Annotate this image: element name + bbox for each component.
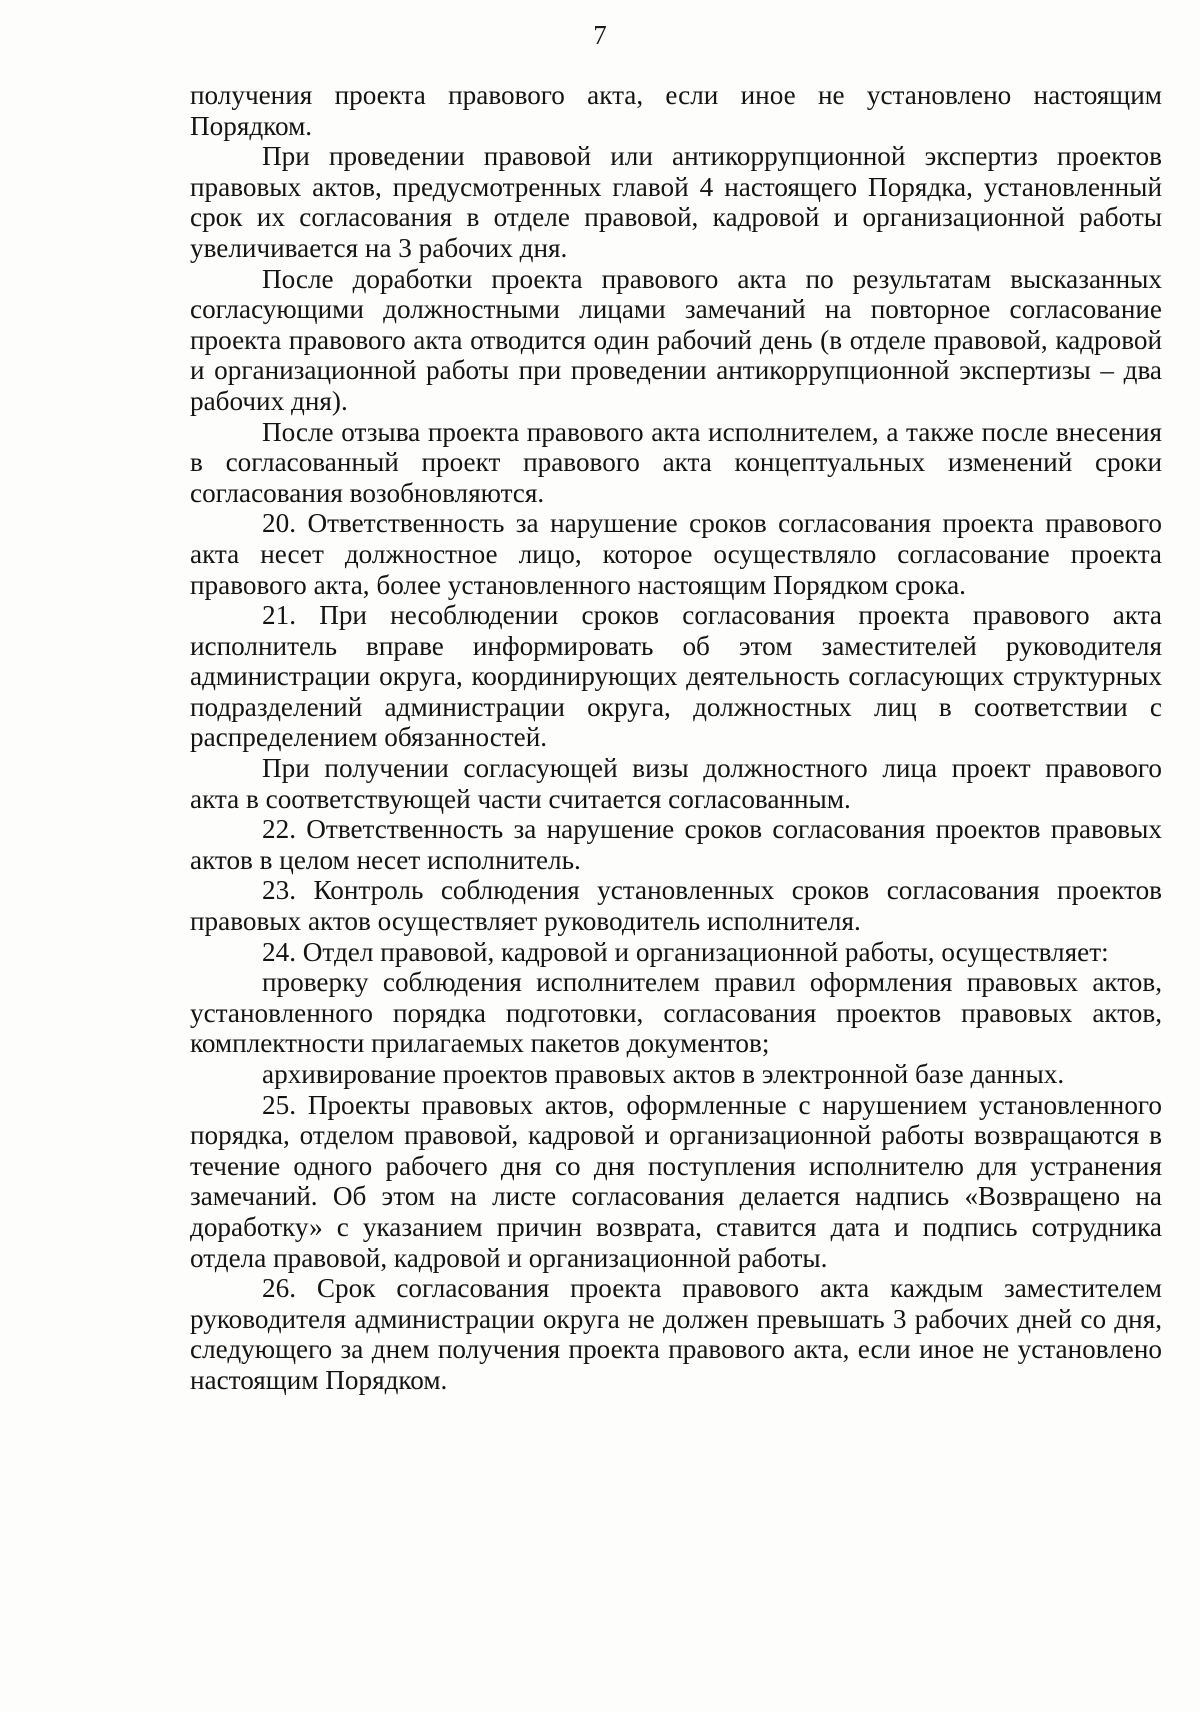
paragraph-item-25: 25. Проекты правовых актов, оформленные с нарушением установленного порядка, отделом правовой, кадровой и организационной работы возвращаются в течение одного рабочего дня со дня поступления исполнителю для устранения замечаний. Об этом на листе согласования делается надпись «Возвращено на доработку» с указанием причин возврата, ставится дата и подпись сотрудника отдела правовой, кадровой и организационной работы. xyxy=(190,1089,1162,1273)
paragraph-recall: После отзыва проекта правового акта исполнителем, а также после внесения в согласованный проект правового акта концептуальных изменений сроки согласования возобновляются. xyxy=(190,416,1162,508)
paragraph-item-24-archive: архивирование проектов правовых актов в электронной базе данных. xyxy=(262,1059,1065,1089)
paragraph-continuation: получения проекта правового акта, если иное не установлено настоящим Порядком. xyxy=(190,80,1162,141)
page-number: 7 xyxy=(593,20,607,50)
paragraph-item-24-check: проверку соблюдения исполнителем правил оформления правовых актов, установленного порядка подготовки, согласования проектов правовых актов, комплектности прилагаемых пакетов документов; xyxy=(190,967,1162,1059)
paragraph-item-23: 23. Контроль соблюдения установленных сроков согласования проектов правовых актов осуществляет руководитель исполнителя. xyxy=(190,875,1162,937)
paragraph-item-21: 21. При несоблюдении сроков согласования проекта правового акта исполнитель вправе информировать об этом заместителей руководителя администрации округа, координирующих деятельность согласующих структурных подразделений администрации округа, должностных лиц в соответствии с распределением обязанностей. xyxy=(190,600,1162,753)
paragraph-item-20: 20. Ответственность за нарушение сроков согласования проекта правового акта несет должностное лицо, которое осуществляло согласование проекта правового акта, более установленного настоящим Порядком срока. xyxy=(190,508,1162,600)
paragraph-item-24: 24. Отдел правовой, кадровой и организационной работы, осуществляет: xyxy=(262,936,1109,967)
paragraph-expertise-term: При проведении правовой или антикоррупционной экспертиз проектов правовых актов, предусмотренных главой 4 настоящего Порядка, установленный срок их согласования в отделе правовой, кадровой и организационной работы увеличивается на 3 рабочих дня. xyxy=(190,141,1162,263)
paragraph-item-26: 26. Срок согласования проекта правового акта каждым заместителем руководителя администрации округа не должен превышать 3 рабочих дней со дня, следующего за днем получения проекта правового акта, если иное не установлено настоящим Порядком. xyxy=(190,1273,1162,1395)
paragraph-visa: При получении согласующей визы должностного лица проект правового акта в соответствующей части считается согласованным. xyxy=(190,753,1162,814)
document-body xyxy=(190,80,1162,1396)
paragraph-re-approval: После доработки проекта правового акта по результатам высказанных согласующими должностными лицами замечаний на повторное согласование проекта правового акта отводится один рабочий день (в отделе правовой, кадровой и организационной работы при проведении антикоррупционной экспертизы – два рабочих дня). xyxy=(190,263,1162,416)
paragraph-item-22: 22. Ответственность за нарушение сроков согласования проектов правовых актов в целом несет исполнитель. xyxy=(190,814,1162,875)
